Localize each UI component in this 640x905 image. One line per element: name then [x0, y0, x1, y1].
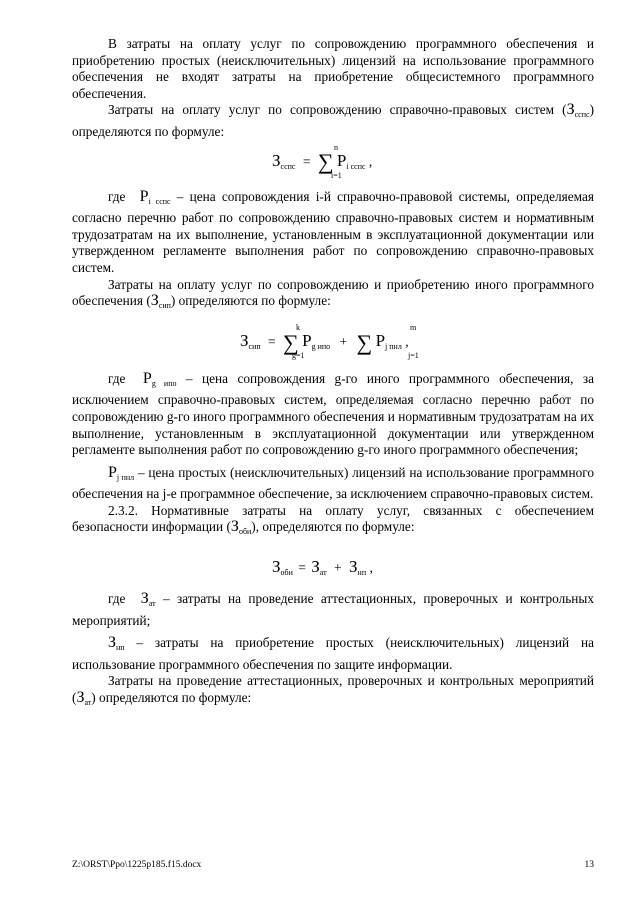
- paragraph-5: Затраты на проведение аттестационных, проверочных и контрольных мероприятий $(З_{ат})$ определяются по формуле:: [72, 673, 594, 708]
- paragraph-2: Затраты на оплату услуг по сопровождению справочно-правовых систем $(З_{сспс})$ определяются по формуле:: [72, 101, 594, 139]
- document-page: [72, 36, 594, 712]
- formula-1: $З_{сспс}$ = ∑ $P_{i сспс}$ , n i=1: [272, 142, 373, 180]
- paragraph-4: 2.3.2. Нормативные затраты на оплату услуг, связанных с обеспечением безопасности информации $(З_{оби})$, определяются по формуле:: [72, 502, 594, 537]
- where-3: $P_{j пнл}$ – цена простых (неисключительных) лицензий на использование программного обеспечения на j-е программное обеспечение, за исключением справочно-правовых систем.: [72, 463, 594, 502]
- where-1: где $P_{i сспс}$ – цена сопровождения i-й справочно-правовой системы, определяемая согласно перечню работ по сопровождению справочно-правовых систем и нормативным трудозатратам на их выполнение, установленным в эксплуатационной документации или утвержденном регламенте выполнения работ по сопровождению справочно-правовых систем.: [72, 187, 594, 275]
- sum-symbol: ∑: [283, 329, 299, 355]
- where-5: $З_{нп}$ – затраты на приобретение простых (неисключительных) лицензий на использование программного обеспечения по защите информации.: [72, 634, 594, 672]
- where-4: где $З_{ат}$ – затраты на проведение аттестационных, проверочных и контрольных мероприятий;: [72, 590, 595, 628]
- sum-symbol: ∑: [317, 149, 334, 175]
- where-2: где $P_{g ипо}$ – цена сопровождения g-го иного программного обеспечения, за исключением справочно-правовых систем, определяемая согласно перечню работ по сопровождению g-го иного программного обеспечения и нормативным трудозатратам на их выполнение, установленным в эксплуатационной документации или утвержденном регламенте выполнения работ по сопровождению g-го иного программного обеспечения;: [72, 369, 595, 458]
- page-footer: [72, 860, 594, 870]
- formula-2: $З_{сип}$ = ∑ $P_{g ипо}$ + ∑ $P_{j пнл}$ , k g=1 m j=1: [240, 322, 419, 360]
- paragraph-3: Затраты на оплату услуг по сопровождению и приобретению иного программного обеспечения $(З_{сип})$ определяются по формуле:: [72, 276, 594, 311]
- file-path: Z:\ORST\Ppo\1225p185.f15.docx: [72, 860, 202, 870]
- sum-symbol: ∑: [356, 329, 373, 355]
- formula-3: $З_{оби} = З_{ат} + З_{нп}$ ,: [272, 557, 373, 578]
- paragraph-1: В затраты на оплату услуг по сопровождению программного обеспечения и приобретению простых (неисключительных) лицензий на использование программного обеспечения не входят затраты на приобретение общесистемного программного обеспечения.: [72, 36, 594, 101]
- page-number: 13: [584, 860, 594, 870]
- var-symbol: З: [566, 101, 575, 119]
